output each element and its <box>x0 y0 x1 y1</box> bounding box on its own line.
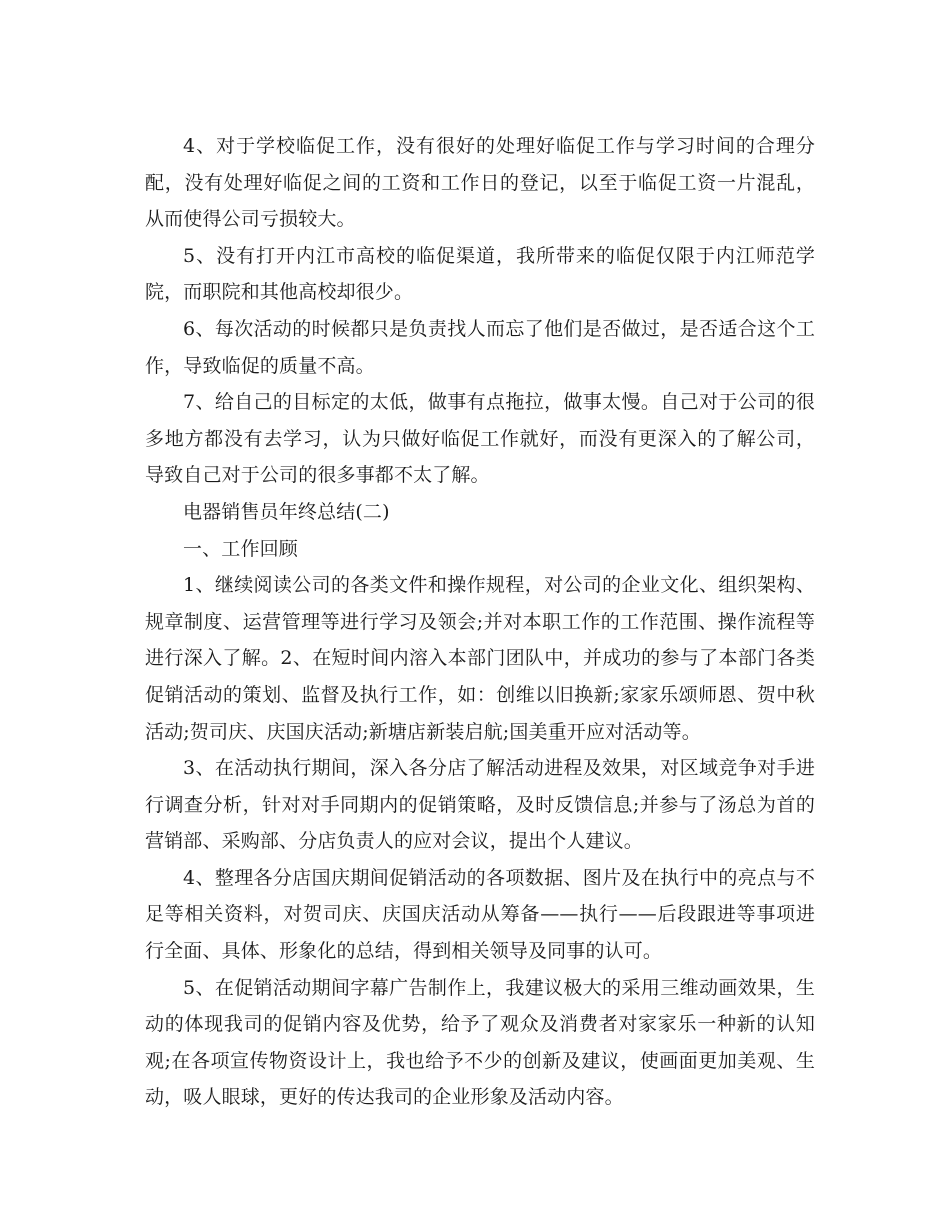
review-item-1-2: 1、继续阅读公司的各类文件和操作规程，对公司的企业文化、组织架构、规章制度、运营管理等进行学习及领会;并对本职工作的工作范围、操作流程等进行深入了解。2、在短时间内溶入本部门团队中，并成功的参与了本部门各类促销活动的策划、监督及执行工作，如：创维以旧换新;家家乐颂师恩、贺中秋活动;贺司庆、庆国庆活动;新塘店新装启航;国美重开应对活动等。 <box>145 574 815 743</box>
subsection-title: 一、工作回顾 <box>183 537 298 560</box>
document-body <box>145 128 815 1116</box>
review-item-5: 5、在促销活动期间字幕广告制作上，我建议极大的采用三维动画效果，生动的体现我司的促销内容及优势，给予了观众及消费者对家家乐一种新的认知观;在各项宣传物资设计上，我也给予不少的创新及建议，使画面更加美观、生动，吸人眼球，更好的传达我司的企业形象及活动内容。 <box>145 976 815 1109</box>
paragraph-item-6: 6、每次活动的时候都只是负责找人而忘了他们是否做过，是否适合这个工作，导致临促的质量不高。 <box>145 317 815 377</box>
paragraph-item-4: 4、对于学校临促工作，没有很好的处理好临促工作与学习时间的合理分配，没有处理好临促之间的工资和工作日的登记，以至于临促工资一片混乱，从而使得公司亏损较大。 <box>145 135 815 231</box>
paragraph-item-7: 7、给自己的目标定的太低，做事有点拖拉，做事太慢。自己对于公司的很多地方都没有去学习，认为只做好临促工作就好，而没有更深入的了解公司，导致自己对于公司的很多事都不太了解。 <box>145 391 815 487</box>
section-title: 电器销售员年终总结(二) <box>183 500 390 523</box>
review-item-3: 3、在活动执行期间，深入各分店了解活动进程及效果，对区域竞争对手进行调查分析，针对对手同期内的促销策略，及时反馈信息;并参与了汤总为首的营销部、采购部、分店负责人的应对会议，提出个人建议。 <box>145 757 815 853</box>
review-item-4: 4、整理各分店国庆期间促销活动的各项数据、图片及在执行中的亮点与不足等相关资料，对贺司庆、庆国庆活动从筹备——执行——后段跟进等事项进行全面、具体、形象化的总结，得到相关领导及同事的认可。 <box>145 866 815 963</box>
paragraph-item-5: 5、没有打开内江市高校的临促渠道，我所带来的临促仅限于内江师范学院，而职院和其他高校却很少。 <box>145 244 815 304</box>
